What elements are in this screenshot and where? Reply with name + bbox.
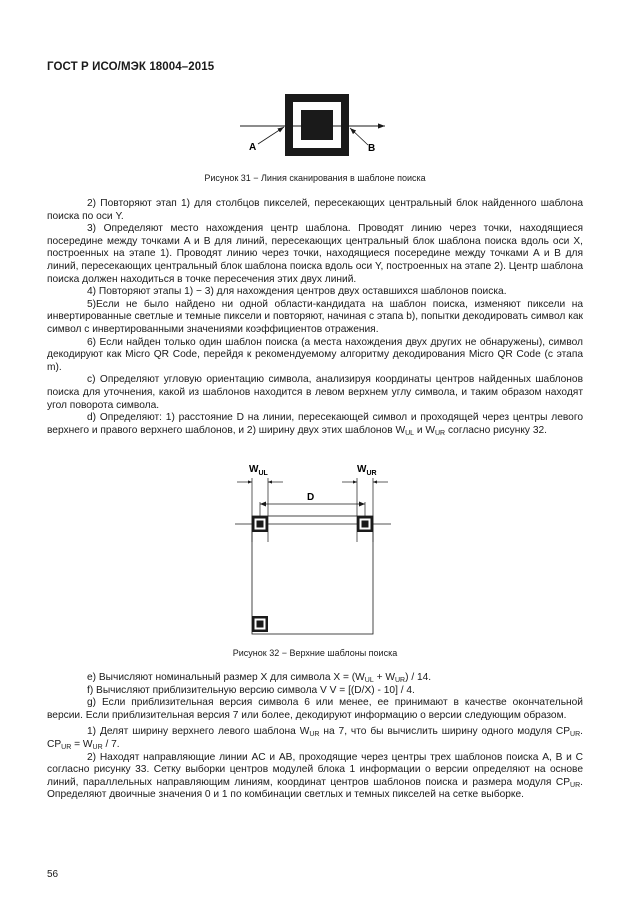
page-number: 56 — [47, 869, 59, 880]
text-block-1 — [47, 198, 583, 437]
label-d: D — [307, 492, 315, 503]
label-w-ul: $W_{UL}$ — [249, 464, 268, 477]
label-w-ur: $W_{UR}$ — [357, 464, 377, 477]
paragraph-e: e) Вычисляют номинальный размер X для символа $X = (W_{UL} + W_{UR}) / 14$. — [87, 672, 432, 684]
figure-31-caption: Рисунок 31 − Линия сканирования в шаблоне поиска — [204, 173, 426, 183]
figure-31-scan-line-diagram — [230, 90, 400, 158]
paragraph: 2) Повторяют этап 1) для столбцов пикселей, пересекающих центральный блок найденного шаблона поиска по оси Y. — [47, 198, 583, 222]
paragraph-f: f) Вычисляют приблизительную версию символа V V = [(D/X) - 10] / 4. — [87, 684, 415, 696]
paragraph: 6) Если найден только один шаблон поиска (а места нахождения двух других не обнаружены), символ декодируют как Micro QR Code, перейдя к рекомендуемому алгоритму декодирования Micro QR Code (с этапа m). — [47, 336, 583, 373]
paragraph: 3) Определяют место нахождения центр шаблона. Проводят линию через точки, находящиеся посередине между точками A и B для линий, пересекающих центральный блок шаблона поиска вдоль оси X, построенных на этапе 1). Проводят линию через точки, находящиеся посередине между точками A и B для линий, пересекающих центральный блок шаблона поиска вдоль оси Y, построенных на этапе 2). Центр шаблона поиска должен находиться в точке пересечения этих двух линий. — [47, 223, 583, 285]
paragraph-step-1: 1) Делят ширину верхнего левого шаблона $W_{UR}$ на 7, что бы вычислить ширину одного модуля $CP_{UR}$. $CP_{UR} = W_{UR} / 7$. — [47, 726, 583, 751]
paragraph-step-2: 2) Находят направляющие линии AC и AB, проходящие через центры трех шаблонов поиска A, B и C согласно рисунку 33. Сетку выборки центров модулей блока 1 информации о версии определяют на основе линий, параллельных направляющим линиям, координат центров шаблонов поиска и размера модуля $CP_{UR}$. Определяют двоичные значения 0 и 1 по комбинации светлых и темных пикселей на сетке выборке. — [47, 751, 583, 801]
paragraph-g: g) Если приблизительная версия символа 6 или менее, ее принимают в качестве окончательной версии. Если приблизительная версия 7 или более, декодируют информацию о версии следующим образом. — [47, 697, 583, 721]
finder-pattern-lower-left — [252, 616, 268, 632]
paragraph-d: d) Определяют: 1) расстояние D на линии, пересекающей символ и проходящей через центры левого верхнего и правого верхнего шаблонов, и 2) ширину двух этих шаблонов $W_{UL}$ и $W_{UR}$ согласно рисунку 32. — [47, 412, 583, 437]
paragraph: 5)Если не было найдено ни одной области-кандидата на шаблон поиска, изменяют пиксели на инвертированные светлые и темные пиксели и повторяют, начиная с этапа b), попытки декодировать символ как символ с инвертированными значениями коэффициентов отражения. — [47, 298, 583, 335]
pointer-b — [350, 128, 368, 145]
pointer-a — [258, 127, 284, 144]
text-block-2 — [47, 672, 583, 802]
figure-32-caption: Рисунок 32 − Верхние шаблоны поиска — [232, 648, 398, 658]
label-b: B — [368, 143, 376, 154]
finder-pattern-upper-right — [357, 516, 373, 532]
finder-pattern-upper-left — [252, 516, 268, 532]
symbol-outline — [252, 516, 373, 634]
figure-32-upper-finder-patterns — [225, 458, 405, 638]
document-header: ГОСТ Р ИСО/МЭК 18004–2015 — [47, 61, 215, 73]
paragraph: c) Определяют угловую ориентацию символа, анализируя координаты центров найденных шаблонов поиска для уточнения, какой из шаблонов находится в левом верхнем углу символа, и таким образом находят угол поворота символа. — [47, 374, 583, 411]
finder-pattern-center — [301, 110, 333, 140]
label-a: A — [249, 142, 257, 153]
paragraph: 4) Повторяют этапы 1) − 3) для нахождения центров двух оставшихся шаблонов поиска. — [87, 286, 507, 298]
